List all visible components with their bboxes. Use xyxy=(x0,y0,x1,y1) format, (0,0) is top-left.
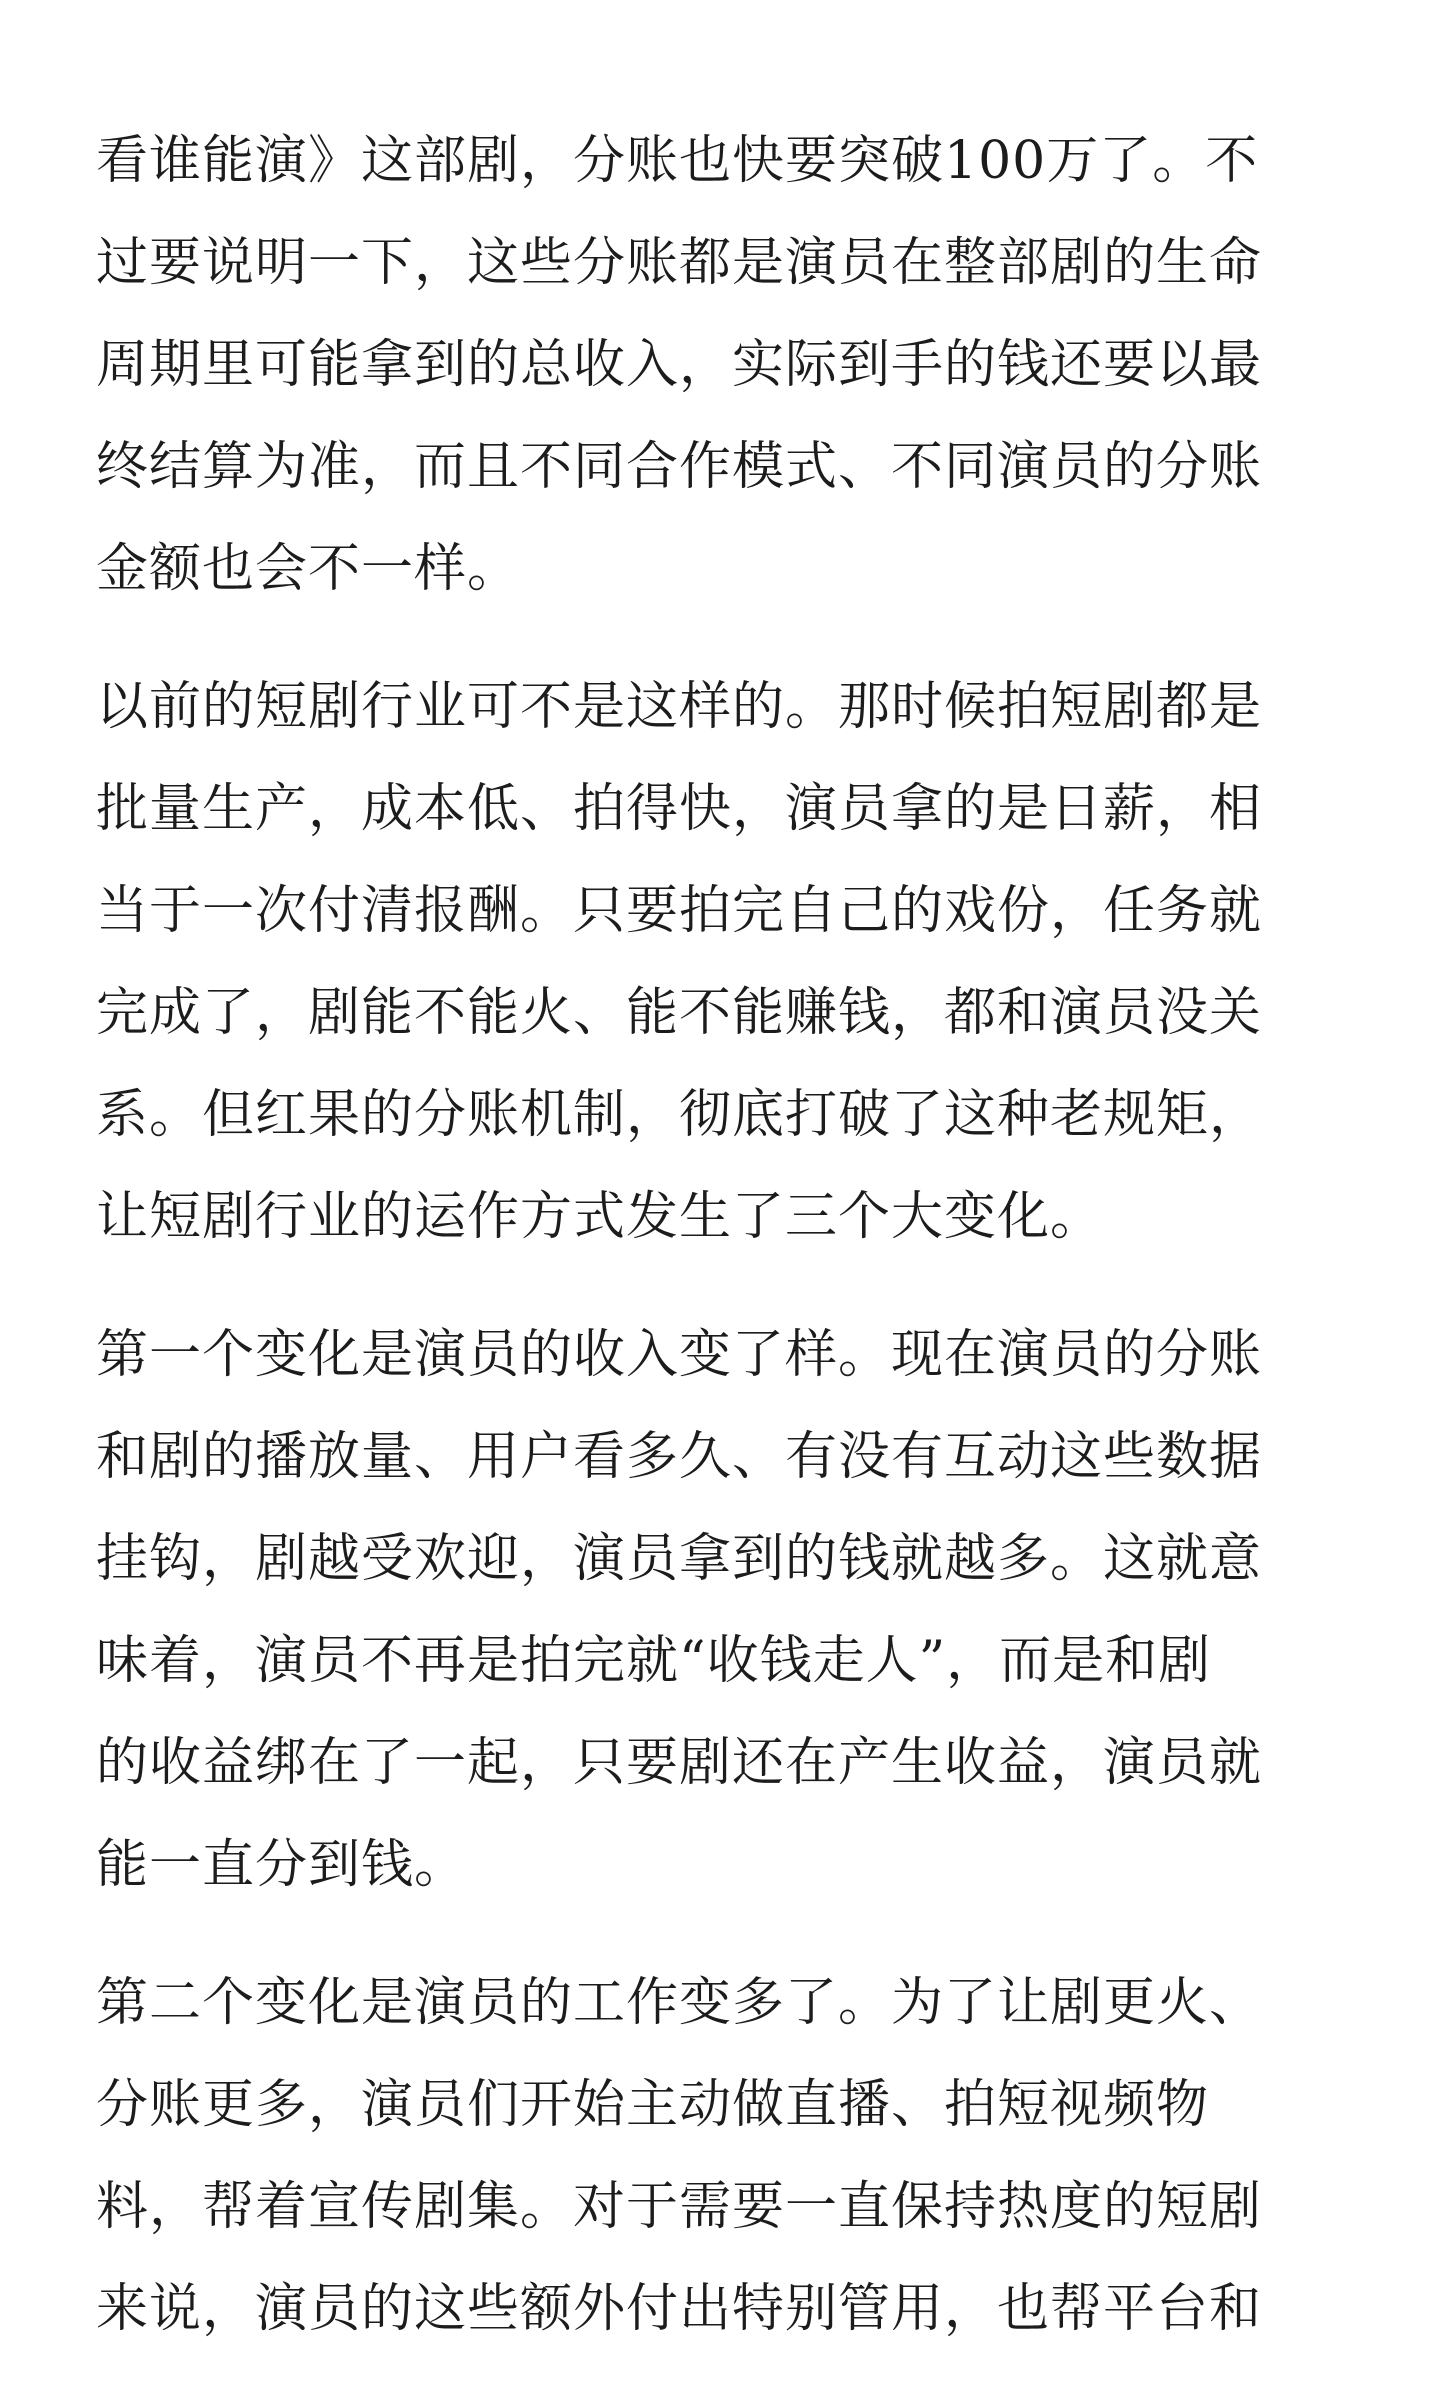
paragraph-3 xyxy=(96,1304,1344,1916)
paragraph-4 xyxy=(96,1952,1344,2360)
paragraph-line: 料，帮着宣传剧集。对于需要一直保持热度的短剧 xyxy=(96,2177,1263,2237)
paragraph-line: 周期里可能拿到的总收入，实际到手的钱还要以最 xyxy=(96,335,1263,395)
paragraph-line: 当于一次付清报酬。只要拍完自己的戏份，任务就 xyxy=(96,881,1263,941)
paragraph-line: 过要说明一下，这些分账都是演员在整部剧的生命 xyxy=(96,233,1263,293)
paragraph-line: 第一个变化是演员的收入变了样。现在演员的分账 xyxy=(96,1325,1263,1385)
paragraph-line: 能一直分到钱。 xyxy=(96,1835,468,1895)
paragraph-line: 的收益绑在了一起，只要剧还在产生收益，演员就 xyxy=(96,1733,1263,1793)
paragraph-line: 看谁能演》这部剧，分账也快要突破100万了。不 xyxy=(96,131,1259,191)
paragraph-line: 挂钩，剧越受欢迎，演员拿到的钱就越多。这就意 xyxy=(96,1529,1263,1589)
paragraph-line: 以前的短剧行业可不是这样的。那时候拍短剧都是 xyxy=(96,677,1263,737)
paragraph-line: 完成了，剧能不能火、能不能赚钱，都和演员没关 xyxy=(96,983,1263,1043)
paragraph-line: 终结算为准，而且不同合作模式、不同演员的分账 xyxy=(96,437,1263,497)
paragraph-line: 第二个变化是演员的工作变多了。为了让剧更火、 xyxy=(96,1973,1263,2033)
paragraph-line: 批量生产，成本低、拍得快，演员拿的是日薪，相 xyxy=(96,779,1263,839)
paragraph-1 xyxy=(96,110,1344,620)
paragraph-line: 让短剧行业的运作方式发生了三个大变化。 xyxy=(96,1187,1104,1247)
paragraph-line: 金额也会不一样。 xyxy=(96,539,521,599)
paragraph-line: 和剧的播放量、用户看多久、有没有互动这些数据 xyxy=(96,1427,1263,1487)
paragraph-line: 味着，演员不再是拍完就“收钱走人”，而是和剧 xyxy=(96,1631,1212,1691)
paragraph-line: 分账更多，演员们开始主动做直播、拍短视频物 xyxy=(96,2075,1210,2135)
paragraph-line: 来说，演员的这些额外付出特别管用，也帮平台和 xyxy=(96,2279,1263,2339)
paragraph-2 xyxy=(96,656,1344,1268)
paragraph-line: 系。但红果的分账机制，彻底打破了这种老规矩， xyxy=(96,1085,1263,1145)
